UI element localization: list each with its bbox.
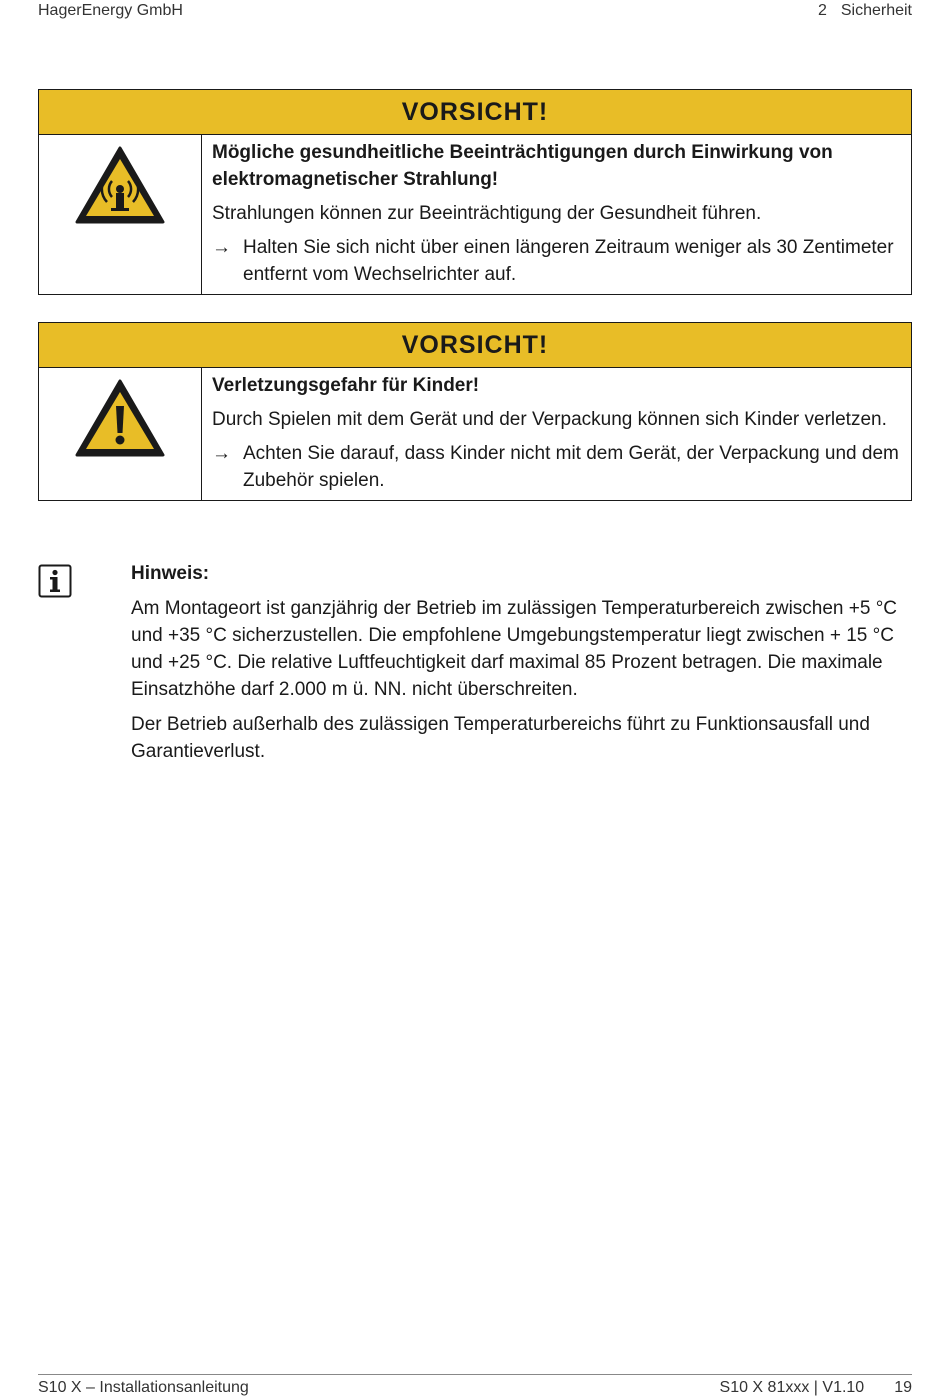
warning-action-text: Achten Sie darauf, dass Kinder nicht mit dem Gerät, der Verpackung und dem Zubehör spielen. [243,443,899,491]
arrow-right-icon: → [212,443,231,464]
chapter-title: Sicherheit [840,2,912,19]
warning-action-text: Halten Sie sich nicht über einen längeren Zeitraum weniger als 30 Zentimeter entfernt vom Wechselrichter auf. [243,237,894,285]
exclamation-warning-icon [74,378,166,458]
warning-action [212,440,901,494]
chapter-label [818,2,912,20]
warning-headline: Mögliche gesundheitliche Beeinträchtigungen durch Einwirkung von elektromagnetischer Strahlung! [212,142,833,190]
warning-description: Strahlungen können zur Beeinträchtigung der Gesundheit führen. [212,203,762,224]
note-title: Hinweis: [131,563,210,584]
warning-title: VORSICHT! [39,323,911,368]
warning-headline: Verletzungsgefahr für Kinder! [212,375,480,396]
page-footer [38,1374,912,1396]
arrow-right-icon: → [212,237,231,258]
company-name: HagerEnergy GmbH [38,2,183,19]
info-icon [38,564,72,598]
radiation-warning-icon [74,145,166,225]
warning-box-children [38,322,912,501]
footer-right [720,1379,912,1397]
footer-doc-title: S10 X – Installationsanleitung [38,1379,249,1396]
footer-doc-id: S10 X 81xxx | V1.10 [719,1379,865,1396]
page-header [38,2,912,24]
page-number: 19 [894,1379,912,1396]
warning-action [212,234,901,288]
chapter-number: 2 [817,2,827,19]
note-box [38,560,912,773]
warning-title: VORSICHT! [39,90,911,135]
warning-box-radiation [38,89,912,295]
warning-description: Durch Spielen mit dem Gerät und der Verpackung können sich Kinder verletzen. [212,409,887,430]
note-paragraph: Der Betrieb außerhalb des zulässigen Temperaturbereichs führt zu Funktionsausfall und Garantieverlust. [131,714,870,762]
note-paragraph: Am Montageort ist ganzjährig der Betrieb im zulässigen Temperaturbereich zwischen +5 °C und +35 °C sicherzustellen. Die empfohlene Umgebungstemperatur liegt zwischen + 15 °C und +25 °C. Die relative Luftfeuchtigkeit darf maximal 85 Prozent betragen. Die maximale Einsatzhöhe darf 2.000 m ü. NN. nicht überschreiten. [131,598,898,700]
